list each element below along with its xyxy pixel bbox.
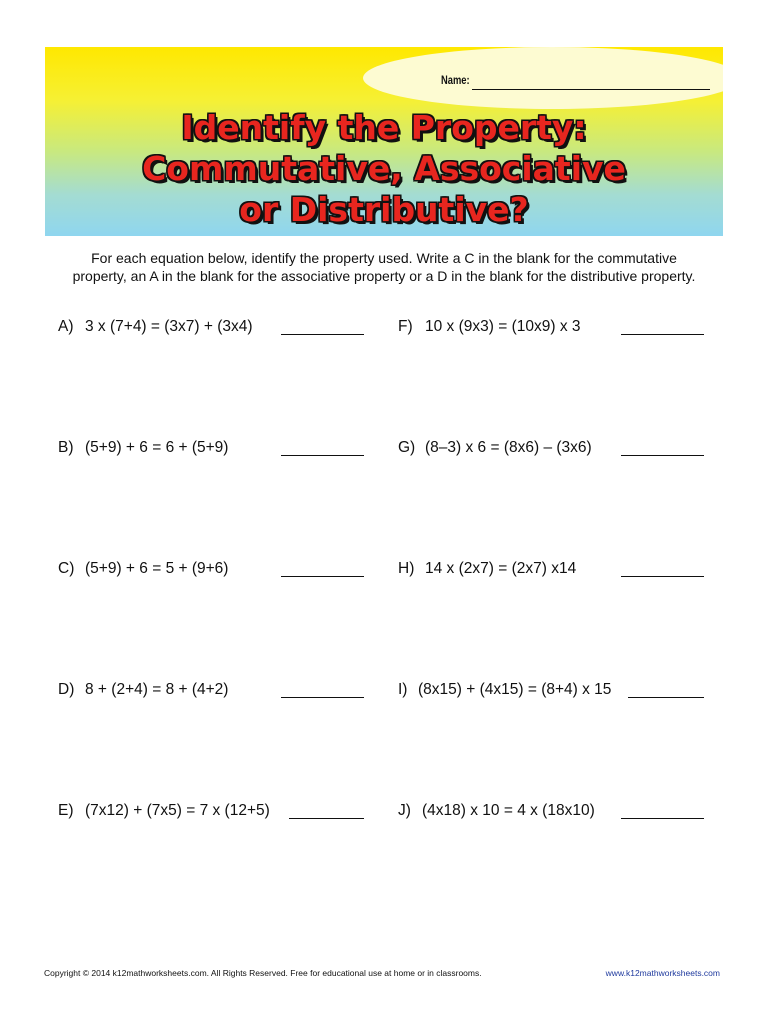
problem-equation: 14 x (2x7) = (2x7) x14: [425, 560, 577, 577]
title-line-3: or Distributive?: [239, 190, 529, 229]
problem-a: [58, 318, 253, 336]
problem-label: J): [398, 802, 411, 819]
problem-equation: (7x12) + (7x5) = 7 x (12+5): [85, 802, 270, 819]
problem-label: G): [398, 439, 416, 456]
website-link[interactable]: www.k12mathworksheets.com: [605, 968, 720, 978]
problem-label: F): [398, 318, 413, 335]
problem-b: [58, 439, 228, 457]
problem-label: B): [58, 439, 74, 456]
problem-f: [398, 318, 581, 336]
problem-equation: (5+9) + 6 = 5 + (9+6): [85, 560, 229, 577]
problem-equation: (5+9) + 6 = 6 + (5+9): [85, 439, 229, 456]
instructions-line-1: For each equation below, identify the property used. Write a C in the blank for the commutative: [91, 250, 677, 266]
answer-blank-f[interactable]: [621, 334, 704, 335]
problem-h: [398, 560, 576, 578]
problem-e: [58, 802, 270, 820]
problem-g: [398, 439, 592, 457]
answer-blank-g[interactable]: [621, 455, 704, 456]
answer-blank-b[interactable]: [281, 455, 364, 456]
name-label: Name:: [441, 73, 470, 87]
title-line-1: Identify the Property:: [181, 108, 587, 147]
worksheet-title: [45, 107, 723, 230]
problem-label: I): [398, 681, 408, 698]
answer-blank-e[interactable]: [289, 818, 364, 819]
problem-label: D): [58, 681, 75, 698]
title-line-2: Commutative, Associative: [142, 149, 626, 188]
problem-equation: 3 x (7+4) = (3x7) + (3x4): [85, 318, 253, 335]
problem-label: A): [58, 318, 74, 335]
problem-j: [398, 802, 595, 820]
name-oval: [363, 47, 723, 109]
problem-label: C): [58, 560, 75, 577]
problem-equation: 8 + (2+4) = 8 + (4+2): [85, 681, 229, 698]
answer-blank-d[interactable]: [281, 697, 364, 698]
copyright-notice: Copyright © 2014 k12mathworksheets.com. All Rights Reserved. Free for educational use at home or in classrooms.: [44, 968, 482, 978]
header-banner: [45, 47, 723, 236]
problem-equation: 10 x (9x3) = (10x9) x 3: [425, 318, 581, 335]
problem-c: [58, 560, 228, 578]
name-blank-line[interactable]: [472, 89, 710, 90]
answer-blank-c[interactable]: [281, 576, 364, 577]
problem-label: E): [58, 802, 74, 819]
answer-blank-h[interactable]: [621, 576, 704, 577]
problem-label: H): [398, 560, 415, 577]
problem-i: [398, 681, 611, 699]
answer-blank-a[interactable]: [281, 334, 364, 335]
instructions: [42, 249, 726, 285]
problem-equation: (4x18) x 10 = 4 x (18x10): [422, 802, 595, 819]
instructions-line-2: property, an A in the blank for the associative property or a D in the blank for the distributive property.: [72, 268, 696, 284]
problem-d: [58, 681, 228, 699]
problem-equation: (8–3) x 6 = (8x6) – (3x6): [425, 439, 592, 456]
answer-blank-j[interactable]: [621, 818, 704, 819]
problem-equation: (8x15) + (4x15) = (8+4) x 15: [418, 681, 612, 698]
answer-blank-i[interactable]: [628, 697, 704, 698]
